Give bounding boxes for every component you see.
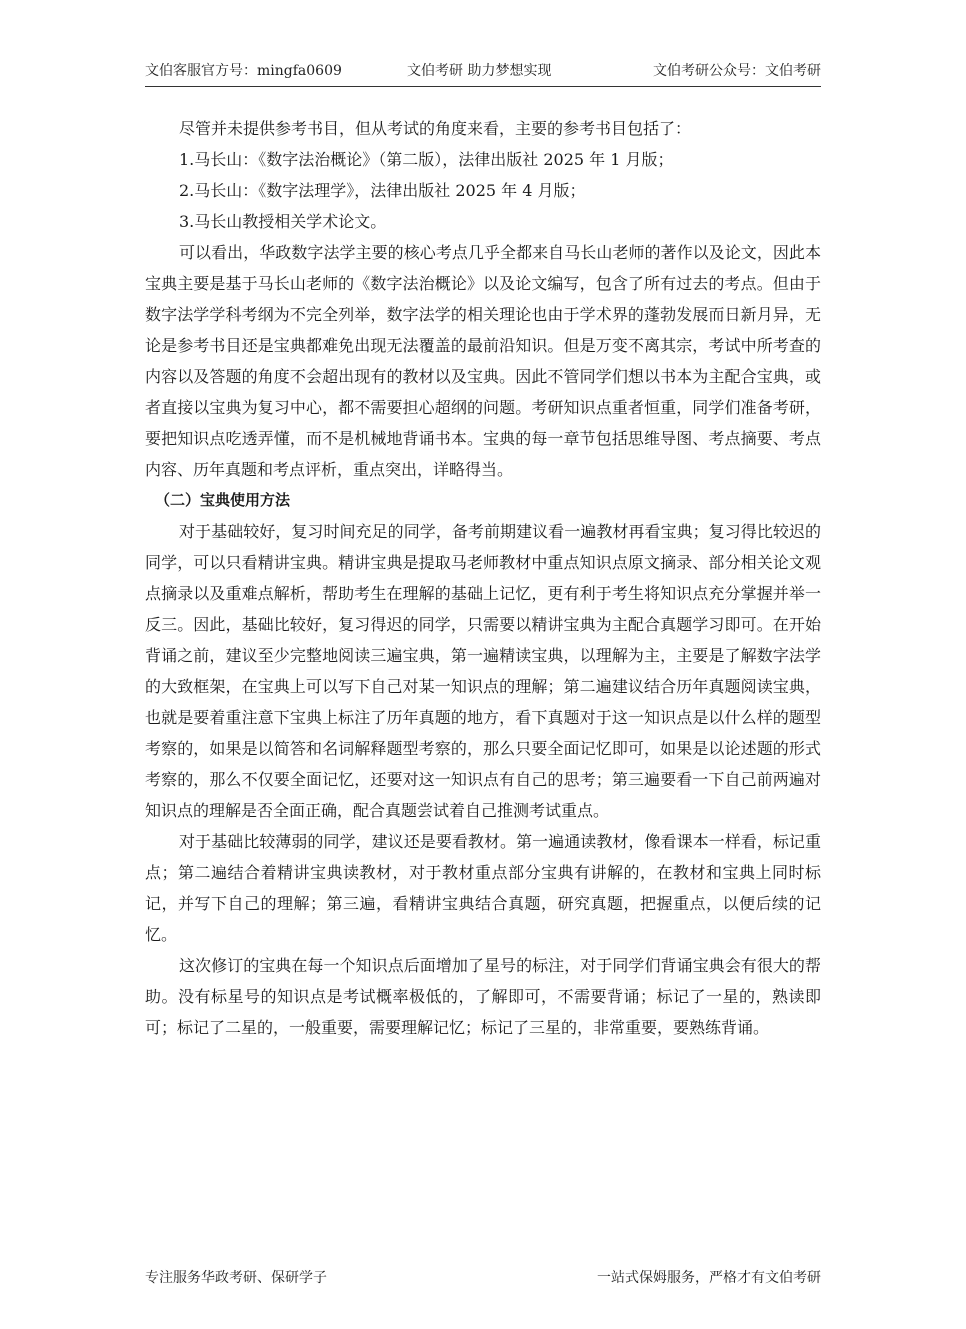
star-rating-paragraph: 这次修订的宝典在每一个知识点后面增加了星号的标注，对于同学们背诵宝典会有很大的帮助。没有标星号的知识点是考试概率极低的，了解即可，不需要背诵；标记了一星的，熟读即可；标记了二星的，一般重要，需要理解记忆；标记了三星的，非常重要，要熟练背诵。 xyxy=(145,956,821,1037)
section-heading: （二）宝典使用方法 xyxy=(155,491,291,509)
header-slogan: 文伯考研 助力梦想实现 xyxy=(407,63,552,79)
footer-left-text: 专注服务华政考研、保研学子 xyxy=(145,1270,327,1286)
book-item-2: 2.马长山：《数字法理学》，法律出版社 2025 年 4 月版； xyxy=(179,181,586,200)
footer-right-text: 一站式保姆服务，严格才有文伯考研 xyxy=(597,1270,821,1286)
page-header xyxy=(145,60,821,82)
strong-foundation-paragraph: 对于基础较好，复习时间充足的同学，备考前期建议看一遍教材再看宝典；复习得比较迟的同学，可以只看精讲宝典。精讲宝典是提取马老师教材中重点知识点原文摘录、部分相关论文观点摘录以及重难点解析，帮助考生在理解的基础上记忆，更有利于考生将知识点充分掌握并举一反三。因此，基础比较好，复习得迟的同学，只需要以精讲宝典为主配合真题学习即可。在开始背诵之前，建议至少完整地阅读三遍宝典，第一遍精读宝典，以理解为主，主要是了解数字法学的大致框架，在宝典上可以写下自己对某一知识点的理解；第二遍建议结合历年真题阅读宝典，也就是要着重注意下宝典上标注了历年真题的地方，看下真题对于这一知识点是以什么样的题型考察的，如果是以简答和名词解释题型考察的，那么只要全面记忆即可，如果是以论述题的形式考察的，那么不仅要全面记忆，还要对这一知识点有自己的思考；第三遍要看一下自己前两遍对知识点的理解是否全面正确，配合真题尝试着自己推测考试重点。 xyxy=(145,522,821,820)
book-item-3: 3.马长山教授相关学术论文。 xyxy=(179,212,387,231)
header-divider xyxy=(145,86,821,87)
page-footer xyxy=(145,1267,821,1287)
weak-foundation-paragraph: 对于基础比较薄弱的同学，建议还是要看教材。第一遍通读教材，像看课本一样看，标记重点；第二遍结合着精讲宝典读教材，对于教材重点部分宝典有讲解的，在教材和宝典上同时标记，并写下自己的理解；第三遍，看精讲宝典结合真题，研究真题，把握重点，以便后续的记忆。 xyxy=(145,832,821,944)
header-service-account: 文伯客服官方号：mingfa0609 xyxy=(145,63,342,79)
page-body xyxy=(145,113,821,1043)
book-item-1: 1.马长山：《数字法治概论》（第二版），法律出版社 2025 年 1 月版； xyxy=(179,150,674,169)
core-topics-paragraph: 可以看出，华政数字法学主要的核心考点几乎全都来自马长山老师的著作以及论文，因此本宝典主要是基于马长山老师的《数字法治概论》以及论文编写，包含了所有过去的考点。但由于数字法学学科考纲为不完全列举，数字法学的相关理论也由于学术界的蓬勃发展而日新月异，无论是参考书目还是宝典都难免出现无法覆盖的最前沿知识。但是万变不离其宗，考试中所考查的内容以及答题的角度不会超出现有的教材以及宝典。因此不管同学们想以书本为主配合宝典，或者直接以宝典为复习中心，都不需要担心超纲的问题。考研知识点重者恒重，同学们准备考研，要把知识点吃透弄懂，而不是机械地背诵书本。宝典的每一章节包括思维导图、考点摘要、考点内容、历年真题和考点评析，重点突出，详略得当。 xyxy=(145,243,821,479)
header-public-account: 文伯考研公众号：文伯考研 xyxy=(653,63,821,79)
intro-paragraph: 尽管并未提供参考书目，但从考试的角度来看，主要的参考书目包括了： xyxy=(179,119,692,138)
